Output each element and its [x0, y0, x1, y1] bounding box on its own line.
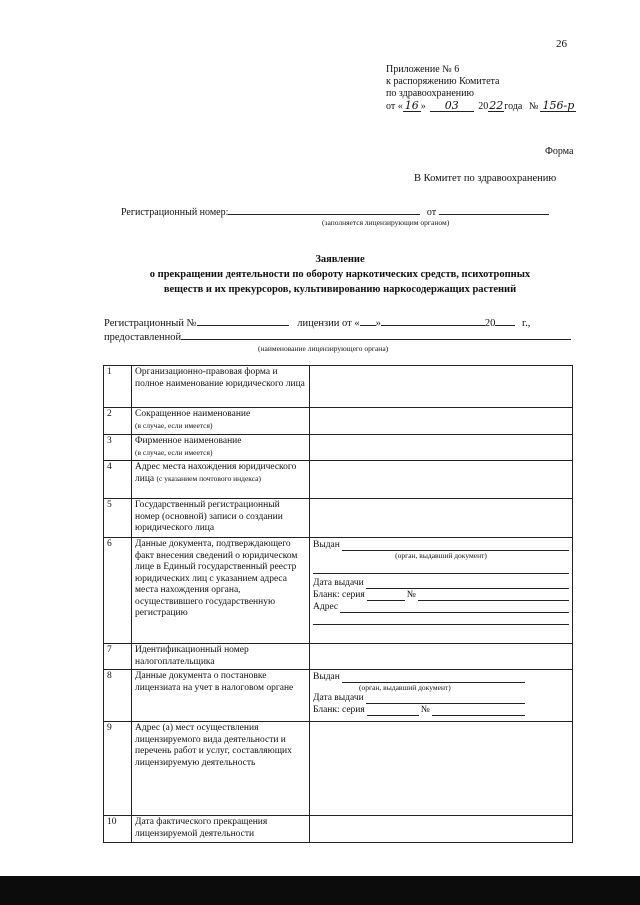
table-row [104, 670, 573, 722]
date-mid: » [420, 101, 426, 112]
issuer-note: (орган, выдавший документ) [395, 551, 487, 560]
address-blank [340, 602, 569, 613]
application-table [103, 365, 573, 843]
addressee: В Комитет по здравоохранению [414, 173, 557, 184]
table-row [104, 461, 573, 499]
registration-note: (заполняется лицензирующим органом) [322, 218, 450, 227]
row-value-cell[interactable] [310, 499, 573, 538]
date-prefix: от « [386, 101, 403, 112]
row-sublabel: (с указанием почтового индекса) [156, 473, 261, 483]
row6-issue-date-field[interactable] [313, 578, 569, 589]
registration-number-line [121, 205, 549, 219]
license-year-prefix: 20 [484, 318, 496, 329]
handwritten-year: 22 [489, 99, 504, 112]
appendix-line1: Приложение № 6 [386, 64, 460, 75]
row6-issued-field[interactable] [313, 540, 569, 551]
license-day-blank[interactable] [360, 316, 376, 326]
row-value-cell[interactable] [310, 644, 573, 670]
provided-line [104, 330, 571, 344]
row8-fields [310, 670, 573, 722]
blank-number-label: № [406, 590, 416, 600]
row6-fields [310, 538, 573, 644]
handwritten-number: 156-р [540, 101, 576, 112]
issue-date-label: Дата выдачи [313, 693, 364, 703]
row8-issue-date-field[interactable] [313, 693, 525, 704]
appendix-line3: по здравоохранению [386, 88, 474, 99]
address-label: Адрес [313, 602, 339, 612]
issued-blank [342, 540, 569, 551]
license-g: г., [521, 318, 531, 329]
row-label-cell [132, 435, 310, 461]
row-value-cell[interactable] [310, 435, 573, 461]
licensing-authority-note: (наименование лицензирующего органа) [258, 344, 389, 353]
statement-subtitle-line2: веществ и их прекурсоров, культивированию наркосодержащих растений [163, 284, 517, 295]
row-value-cell[interactable] [310, 461, 573, 499]
address-extra-line[interactable] [313, 613, 569, 625]
row-number: 8 [104, 670, 132, 722]
table-row [104, 499, 573, 538]
row-value-cell[interactable] [310, 366, 573, 408]
registration-from: от [426, 207, 437, 218]
license-month-blank[interactable] [381, 316, 485, 326]
year-prefix: 20 [478, 101, 489, 112]
license-from-label: лицензии от « [297, 318, 360, 329]
licensing-authority-blank[interactable] [181, 330, 571, 340]
series-blank [367, 590, 405, 601]
row-label: Данные документа, подтверждающего факт внесения сведений о юридическом лице в Единый государственный реестр юридических лиц с указанием адреса места нахождения органа, осуществившего государственную регистрацию [132, 538, 310, 644]
row-number: 1 [104, 366, 132, 408]
license-line [104, 316, 530, 330]
blank-series-label: Бланк: серия [313, 705, 365, 715]
license-quote-close: » [375, 318, 381, 329]
row-label: Фирменное наименование [135, 436, 242, 446]
row-label-cell [132, 461, 310, 499]
row-value-cell[interactable] [310, 722, 573, 816]
blank-number-label: № [420, 705, 430, 715]
row-number: 10 [104, 816, 132, 843]
issue-date-blank [366, 578, 569, 589]
row-value-cell[interactable] [310, 816, 573, 843]
issued-label: Выдан [313, 672, 340, 682]
issued-extra-line[interactable] [313, 562, 569, 574]
table-row [104, 435, 573, 461]
registration-label: Регистрационный номер: [121, 207, 229, 218]
appendix-line2: к распоряжению Комитета [386, 76, 500, 87]
form-label: Форма [545, 146, 574, 157]
blank-series-label: Бланк: серия [313, 590, 365, 600]
year-suffix: года [504, 101, 523, 112]
row-label: Сокращенное наименование [135, 409, 251, 419]
table-row [104, 644, 573, 670]
row-label: Данные документа о постановке лицензиата на учет в налоговом органе [132, 670, 310, 722]
row-value-cell[interactable] [310, 408, 573, 435]
row6-address-field[interactable] [313, 602, 569, 613]
license-number-blank[interactable] [197, 316, 289, 326]
table-row [104, 366, 573, 408]
license-year-blank[interactable] [495, 316, 515, 326]
row-number: 4 [104, 461, 132, 499]
issue-date-label: Дата выдачи [313, 578, 364, 588]
row-label-cell [132, 408, 310, 435]
handwritten-day: 16 [404, 99, 419, 112]
appendix-date-line [386, 101, 576, 113]
number-prefix: № [528, 101, 539, 112]
row6-blank-field[interactable] [313, 590, 569, 601]
provided-label: предоставленной [104, 332, 182, 343]
table-row [104, 538, 573, 644]
issue-date-blank [366, 693, 525, 704]
row-label: Идентификационный номер налогоплательщика [132, 644, 310, 670]
issued-label: Выдан [313, 540, 340, 550]
row-label: Организационно-правовая форма и полное наименование юридического лица [132, 366, 310, 408]
row8-issued-field[interactable] [313, 672, 525, 683]
row-number: 6 [104, 538, 132, 644]
issued-blank [342, 672, 525, 683]
registration-number-blank[interactable] [228, 205, 420, 215]
statement-subtitle-line1: о прекращении деятельности по обороту наркотических средств, психотропных [149, 269, 531, 280]
table-row [104, 816, 573, 843]
row-sublabel: (в случае, если имеется) [135, 447, 213, 457]
row-number: 2 [104, 408, 132, 435]
row-number: 3 [104, 435, 132, 461]
row-label: Адрес места нахождения юридического лица [135, 462, 297, 484]
row-number: 7 [104, 644, 132, 670]
license-reg-label: Регистрационный № [104, 318, 197, 329]
registration-date-blank[interactable] [439, 205, 549, 215]
row8-blank-field[interactable] [313, 705, 525, 716]
table-row [104, 722, 573, 816]
number-blank [418, 590, 569, 601]
row-sublabel: (в случае, если имеется) [135, 420, 213, 430]
scan-black-border [0, 876, 640, 905]
row-label: Дата фактического прекращения лицензируемой деятельности [132, 816, 310, 843]
row-number: 5 [104, 499, 132, 538]
row-number: 9 [104, 722, 132, 816]
number-blank [432, 705, 525, 716]
series-blank [367, 705, 419, 716]
table-row [104, 408, 573, 435]
row-label: Государственный регистрационный номер (основной) записи о создании юридического лица [132, 499, 310, 538]
row-label: Адрес (а) мест осуществления лицензируемого вида деятельности и перечень работ и услуг, составляющих лицензируемую деятельность [132, 722, 310, 816]
page-number: 26 [556, 38, 567, 50]
statement-title: Заявление [315, 254, 365, 265]
handwritten-month: 03 [430, 101, 474, 112]
issuer-note: (орган, выдавший документ) [359, 683, 451, 692]
